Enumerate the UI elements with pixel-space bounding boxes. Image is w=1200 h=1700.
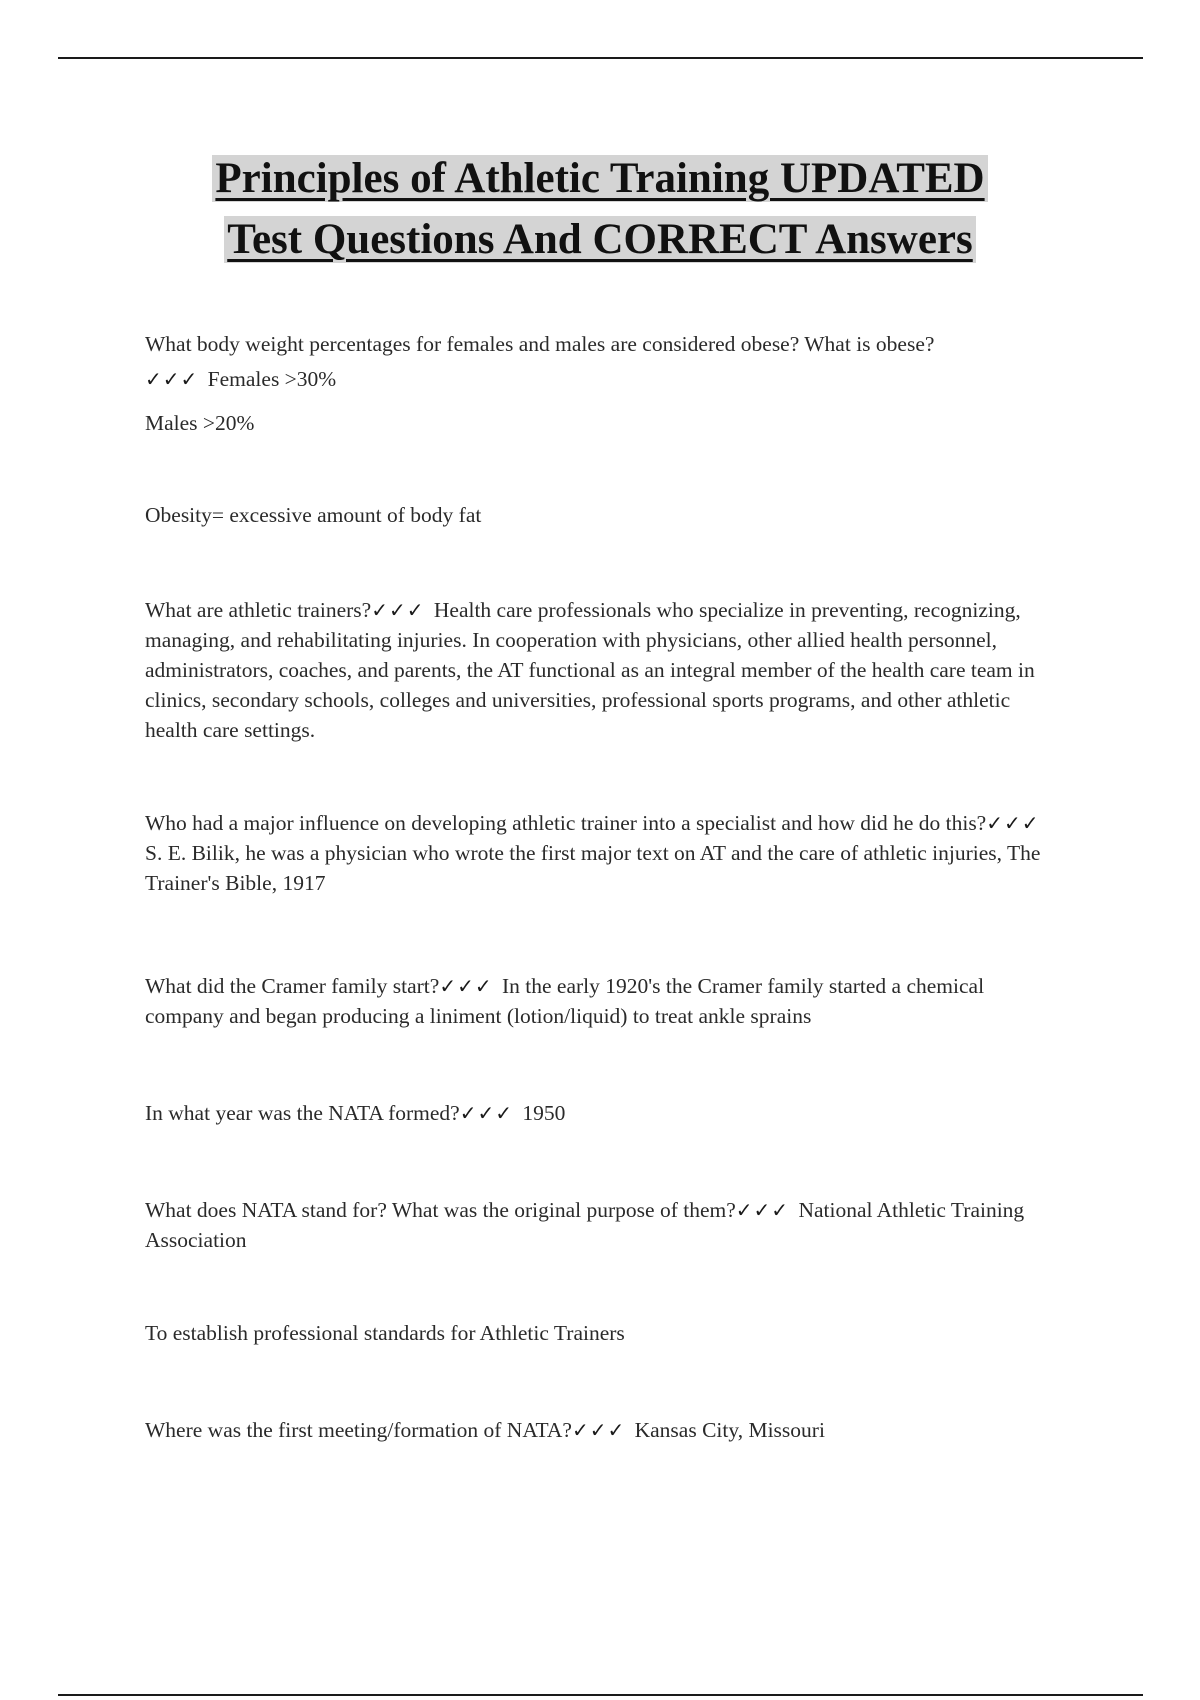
check-icon: ✓✓✓ [735, 1198, 790, 1222]
check-icon: ✓✓✓ [459, 1101, 513, 1125]
qa-item-obese [145, 327, 965, 397]
qa-item-bilik [145, 808, 1045, 898]
answer-text: Females >30% [207, 367, 337, 391]
qa-item-nata-year [145, 1098, 1045, 1128]
title-line-1: Principles of Athletic Training UPDATED [212, 155, 987, 202]
answer-text: S. E. Bilik, he was a physician who wrote the first major text on AT and the care of athletic injuries, The Trainer's Bible, 1917 [145, 841, 1041, 895]
top-rule [58, 57, 1143, 59]
title-line-2: Test Questions And CORRECT Answers [224, 216, 976, 263]
question-text: Where was the first meeting/formation of NATA? [145, 1418, 572, 1442]
qa-item-cramer [145, 971, 1045, 1031]
question-text: What did the Cramer family start? [145, 974, 440, 998]
question-text: What body weight percentages for females and males are considered obese? What is obese? [145, 332, 935, 356]
check-icon: ✓✓✓ [145, 367, 199, 391]
check-icon: ✓✓✓ [986, 811, 1040, 835]
question-text: What are athletic trainers? [145, 598, 372, 622]
text-nata-purpose: To establish professional standards for Athletic Trainers [145, 1321, 625, 1345]
question-text: Who had a major influence on developing athletic trainer into a specialist and how did he do this? [145, 811, 987, 835]
answer-text: Health care professionals who specialize in preventing, recognizing, managing, and rehabilitating injuries. In cooperation with physicians, other allied health personnel, administrators, coaches, and parents, the AT functional as an integral member of the health care team in clinics, secondary schools, colleges and universities, professional sports programs, and other athletic health care settings. [145, 598, 1035, 742]
document-title [0, 148, 1200, 270]
answer-text: Kansas City, Missouri [634, 1418, 825, 1442]
qa-item-nata-location [145, 1415, 1045, 1445]
check-icon: ✓✓✓ [571, 1418, 626, 1442]
check-icon: ✓✓✓ [371, 598, 425, 622]
question-text: What does NATA stand for? What was the original purpose of them? [145, 1198, 736, 1222]
text-males: Males >20% [145, 411, 255, 435]
qa-item-nata-meaning [145, 1195, 1045, 1255]
check-icon: ✓✓✓ [439, 974, 493, 998]
answer-text: 1950 [522, 1101, 566, 1125]
bottom-rule [58, 1694, 1143, 1696]
text-obesity-definition: Obesity= excessive amount of body fat [145, 503, 482, 527]
answer-text: In the early 1920's the Cramer family started a chemical company and began producing a liniment (lotion/liquid) to treat ankle sprains [145, 974, 985, 1028]
qa-item-athletic-trainers [145, 595, 1045, 745]
answer-text: National Athletic Training Association [145, 1198, 1025, 1252]
question-text: In what year was the NATA formed? [145, 1101, 460, 1125]
